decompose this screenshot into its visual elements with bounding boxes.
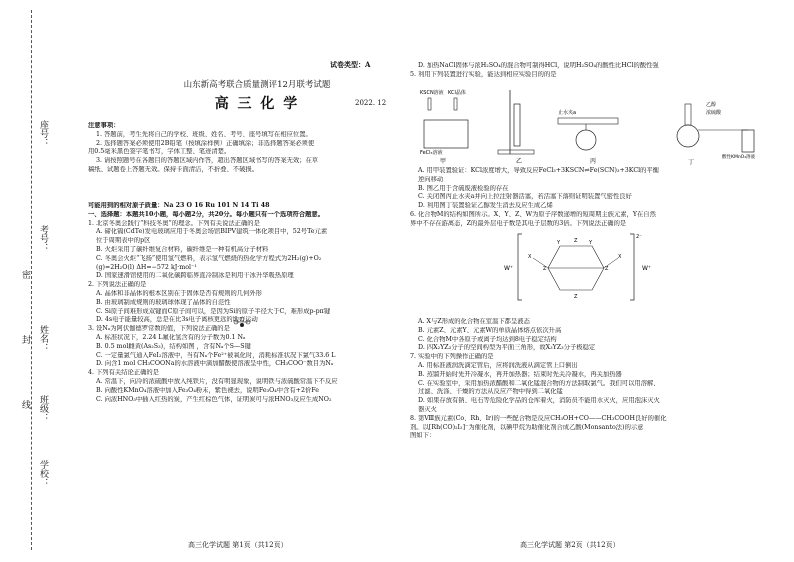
text-line: C. Si原子间难形成双键而C原子间可以，是因为Si的原子半径大于C，难形成p-pπ键 — [96, 307, 331, 315]
text-line: B. 由玻璃制成规则的玻璃球体现了晶体的自范性 — [96, 298, 231, 306]
text-line: B. 图乙用于含硫废液检验的存在 — [418, 184, 509, 192]
text-line: D. 如果存放有钠、电石等危险化学品的仓库着火，消防员不能用水灭火，应用泡沫灭火 — [418, 397, 660, 405]
text-line: C. 化合物M中各原子或离子均达到8电子稳定结构 — [418, 335, 557, 343]
text-line: A. 碲化镉(CdTe)发电玻璃应用于冬奥会场馆BIPV建筑一体化项目中，52号Te元素 — [96, 228, 328, 236]
text-line: 7. 实验中的下列操作正确的是 — [410, 353, 494, 361]
notice-line: 2. 选择题答案必须使用2B铅笔（按填涂样例）正确填涂；非选择题答案必须使 — [96, 139, 315, 147]
cation-right: W⁺ — [642, 265, 652, 272]
binding-margin — [0, 0, 62, 562]
question-block-left — [88, 202, 394, 404]
text-line: C. 关闭图丙止水夹a并向上拉注射器活塞，若活塞下落则证明装置气密性良好 — [418, 193, 632, 201]
dropper — [454, 98, 457, 110]
notice-line: 3. 请按照题号在各题目的答题区域内作答，超出答题区域书写的答案无效；在草 — [96, 157, 319, 165]
seal-char-mi: 密 — [20, 270, 30, 279]
label-sulfuric: 浓硫酸 — [706, 110, 722, 116]
atom-z: Z — [574, 294, 578, 300]
exam-date: 2022. 12 — [355, 99, 387, 107]
text-line: B. 向酸性KMnO₄溶液中加入Fe₃O₄粉末，紫色褪去，说明Fe₃O₄中含有+2价Fe — [96, 386, 320, 394]
text-line: 图如下： — [410, 432, 436, 440]
atomic-masses: 可能用到的相对原子质量：Na 23 O 16 Ru 101 N 14 Ti 48 — [88, 202, 270, 209]
text-line: C. 向浓HNO₃中插入红热的炭，产生红棕色气体，证明炭可与浓HNO₃反应生成NO₂ — [96, 395, 332, 403]
label-yi: 乙 — [516, 158, 523, 165]
funnel — [685, 104, 691, 125]
label-kscn: KSCN溶液 — [420, 90, 444, 96]
apparatus-bing — [558, 109, 618, 165]
notice-line: 用0.5毫米黑色签字笔书写，字体工整、笔迹清楚。 — [88, 148, 231, 156]
atom-x: X — [528, 254, 532, 260]
apparatus-yi — [498, 90, 534, 165]
footer-right: 高三化学试题 第2页（共12页） — [520, 541, 620, 549]
exam-number-label: 考号： — [38, 225, 48, 252]
atom-y: Y — [557, 240, 561, 246]
text-line: A. 用标准液润洗滴定管后，应将润洗液从滴定管上口倒出 — [418, 361, 578, 369]
label-fecl3: FeCl₃溶液 — [420, 150, 443, 156]
seal-char-xian: 线 — [20, 400, 30, 409]
question-block-right-bottom — [410, 318, 785, 441]
class-label: 班级： — [38, 395, 48, 422]
apparatus-ding — [677, 101, 756, 166]
section-heading: 一、选择题：本题共10小题，每小题2分，共20分。每小题只有一个选项符合题意。 — [88, 210, 325, 218]
compound-m-structure — [500, 228, 660, 306]
text-line: 器灭火 — [418, 405, 437, 413]
burette — [514, 104, 520, 146]
bracket-left — [518, 234, 522, 300]
notice-block — [88, 122, 394, 175]
atom-z: Z — [543, 266, 547, 272]
exam-type: 试卷类型：A — [330, 60, 371, 69]
syringe — [558, 118, 618, 124]
round-flask — [677, 125, 699, 147]
label-kmno4: 酸性KMnO₄溶液 — [722, 155, 756, 160]
school-label: 学校： — [38, 460, 48, 487]
text-line: B. 0.5 mol雌黄(As₂S₃)，结构如图 ，含有Nₐ个S—S键 — [96, 342, 251, 350]
seat-number-label: 座号： — [38, 120, 48, 147]
text-line: D. 利用图丁装置验证乙醇发生消去反应生成乙烯 — [418, 202, 553, 210]
text-line: A. 晶体和非晶体的根本区别在于固体是否有规则的几何外形 — [96, 289, 262, 297]
flask — [576, 130, 596, 150]
cation-left: W⁺ — [504, 265, 514, 272]
text-line: A. 用甲装置验证：KCl浓度增大，导致反应FeCl₃+3KSCN⇌Fe(SCN)₃+3KCl的平衡 — [418, 167, 660, 174]
anion-charge: 2⁻ — [636, 234, 642, 240]
name-label: 姓名： — [38, 325, 48, 352]
text-line: 8. 第Ⅷ族元素(Co、Rh、Ir)的一些配合物是反应CH₃OH+CO——CH₃COOH良好的催化 — [410, 414, 667, 422]
text-line: 过滤、洗涤、干燥的方法从反应产物中得到二氧化锰 — [418, 388, 563, 396]
label-ethanol: 乙醇 — [706, 102, 717, 108]
notice-heading: 注意事项： — [88, 122, 120, 129]
test-tubes — [424, 120, 468, 148]
atom-y: Y — [589, 240, 593, 246]
atom-node — [240, 323, 244, 327]
text-line: D. 四X₂YZ₃分子的空间构型为平面三角形，故X₃YZ₃分子极稳定 — [418, 344, 596, 352]
atom-node — [240, 317, 244, 321]
text-line: C. 在实验室中，采用加热浓醋酸和二氧化锰混合物的方法制取氯气。我们可以用溶解、 — [418, 379, 660, 387]
stand-base — [498, 150, 534, 154]
bond-line — [533, 258, 548, 268]
label-bing: 丙 — [590, 158, 597, 165]
seal-line — [31, 10, 32, 550]
text-line: A. X与Z形成的化合物在室温下都呈液态 — [418, 318, 530, 325]
text-line: 5. 利用下列装置进行实验，能达到相应实验目的的是 — [410, 70, 557, 78]
notice-line: 稿纸、试题卷上答题无效。保持卡面清洁，不折叠、不破损。 — [88, 165, 259, 173]
test-tube — [742, 130, 754, 152]
bond-line — [604, 258, 618, 268]
text-line: B. 蒸馏开始时先开冷凝水，再开加热器；结束时先关冷凝水，再关加热器 — [418, 370, 622, 378]
atom-z: Z — [605, 266, 609, 272]
text-line: 位于周期表中的p区 — [96, 237, 151, 245]
apparatus-jia — [420, 89, 468, 165]
notice-line: 1. 答题前，考生先将自己的学校、班级、姓名、考号、座号填写在相应位置。 — [96, 130, 312, 138]
text-line: D. 国家速滑馆使用的二氧化碳跨临界直冷制冰是利用干冰升华吸热原理 — [96, 272, 294, 280]
text-line: D. 向含1 mol CH₃COONa的水溶液中滴加醋酸使溶液呈中性，CH₃COO⁻数目为Nₐ — [96, 360, 334, 368]
text-line: A. 标准状况下，2.24 L氟化氢含有的分子数为0.1 Nₐ — [96, 333, 246, 341]
text-line: 6. 化合物M的结构如图所示。X、Y、Z、W为原子序数递增的短周期主族元素，Y在自然 — [410, 210, 656, 218]
label-clamp: 止水夹a — [558, 110, 577, 116]
text-line: A. 常温下，向冷的浓硫酸中放入纯铁片，没有明显现象，说明铁与浓硫酸常温下不反应 — [96, 377, 338, 385]
text-line: 剂。以[Rh(CO)₂I₂]⁻为催化剂，以碘甲烷为助催化剂合成乙酸(Monsanto法)的示意 — [410, 423, 644, 431]
label-jia: 甲 — [440, 158, 447, 165]
question-block-right-top — [410, 62, 785, 80]
atom-x: X — [618, 254, 622, 260]
bracket-right — [630, 234, 634, 300]
text-line: 界中不存在游离态，Z的最外层电子数是其电子层数的3倍。下列说法正确的是 — [410, 219, 627, 227]
label-ding: 丁 — [688, 159, 695, 166]
page-title: 高 三 化 学 — [214, 96, 300, 112]
exam-subtitle: 山东新高考联合质量测评12月联考试题 — [183, 80, 331, 90]
text-line: D. 加热NaCl固体与浓H₂SO₄的混合物可制得HCl，说明H₂SO₄的酸性比HCl的酸性强 — [418, 62, 659, 69]
text-line: B. 火炬采用了碳纤维复合材料，碳纤维是一种有机高分子材料 — [96, 245, 269, 253]
text-line: B. 元素Z、元素Y、元素W的单质晶体熔点依次升高 — [418, 326, 562, 334]
atom-z: Z — [574, 238, 578, 244]
text-line: C. 一定量氯气通入FeI₂溶液中，当有Nₐ个Fe²⁺被氧化时，消耗标准状况下氯气33.6 L — [96, 351, 336, 359]
dropper — [428, 98, 431, 110]
text-line: 4. 下列有关结论正确的是 — [88, 369, 159, 377]
text-line: C. 冬奥会火炬“飞扬”使用氢气燃料，表示氢气燃烧的热化学方程式为2H₂(g)+O₂ — [96, 254, 322, 262]
question-block-right-mid — [410, 167, 785, 229]
text-line: 1. 北京冬奥会践行“科技冬奥”的理念。下列有关说法正确的是 — [88, 219, 260, 227]
text-line: 逆向移动 — [418, 175, 444, 183]
arsenic-sulfide-structure — [232, 317, 252, 327]
text-line: (g)=2H₂O(l) ΔH=−572 kJ·mol⁻¹ — [96, 263, 197, 271]
text-line: 3. 设Nₐ为阿伏伽德罗常数的值，下列说法正确的是 — [88, 325, 230, 333]
seal-char-feng: 封 — [20, 335, 30, 344]
label-kcl: KCl晶体 — [448, 90, 466, 96]
text-line: 2. 下列说法正确的是 — [88, 281, 147, 289]
footer-left: 高三化学试题 第1页（共12页） — [188, 541, 288, 549]
text-line: D. 4s电子能量较高，总是在比3s电子离核更远的地方运动 — [96, 316, 258, 324]
apparatus-figure — [418, 84, 778, 166]
